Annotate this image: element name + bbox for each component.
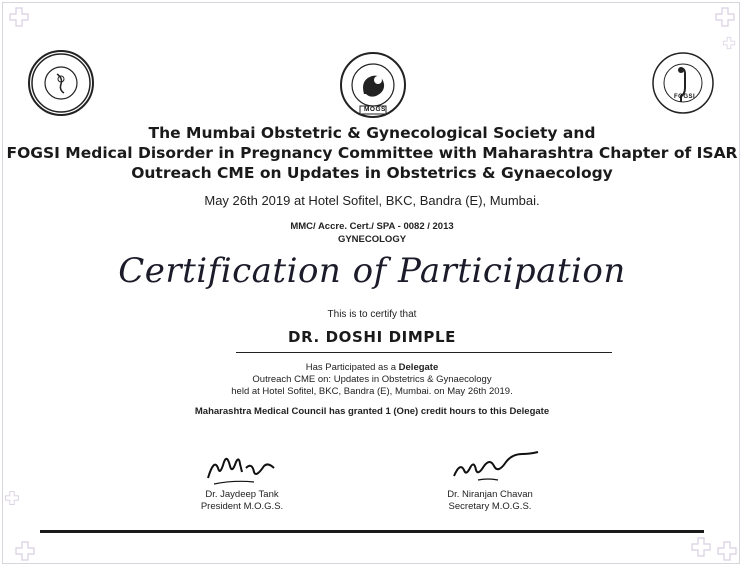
- decorative-plus-icon: [714, 6, 736, 28]
- accreditation-specialty: GYNECOLOGY: [337, 234, 407, 245]
- accreditation-number: MMC/ Accre. Cert./ SPA - 0082 / 2013: [290, 221, 454, 232]
- president-title: President M.O.G.S.: [200, 501, 284, 512]
- decorative-plus-icon: [722, 36, 736, 50]
- credit-statement: Maharashtra Medical Council has granted 1 (One) credit hours to this Delegate: [194, 406, 550, 417]
- secretary-signature: [448, 450, 548, 486]
- fogsi-seal-icon: [650, 50, 716, 116]
- certify-text: This is to certify that: [327, 309, 417, 320]
- president-block: [162, 489, 322, 513]
- isar-maharashtra-logo: [28, 50, 94, 116]
- recipient-name: DR. DOSHI DIMPLE: [288, 328, 456, 346]
- fogsi-logo-label: FOGSI: [674, 94, 696, 100]
- event-title: Outreach CME on Updates in Obstetrics & Gynaecology: [131, 164, 613, 182]
- secretary-title: Secretary M.O.G.S.: [448, 501, 532, 512]
- decorative-plus-icon: [8, 6, 30, 28]
- mogs-logo-label: MOGS: [364, 106, 386, 113]
- participation-venue: held at Hotel Sofitel, BKC, Bandra (E), Mumbai. on May 26th 2019.: [231, 386, 513, 397]
- secretary-name: Dr. Niranjan Chavan: [447, 489, 533, 500]
- secretary-block: [410, 489, 570, 513]
- decorative-plus-icon: [14, 540, 36, 562]
- participation-role: Delegate: [398, 362, 439, 373]
- fogsi-logo: [650, 50, 716, 116]
- isar-seal-icon: [30, 52, 92, 114]
- mogs-logo: [338, 50, 408, 120]
- event-venue-date: May 26th 2019 at Hotel Sofitel, BKC, Bandra (E), Mumbai.: [204, 193, 540, 208]
- organizer-line-1: The Mumbai Obstetric & Gynecological Society and: [148, 124, 596, 142]
- footer-rule: [40, 530, 704, 533]
- decorative-plus-icon: [716, 540, 738, 562]
- organizer-line-2: FOGSI Medical Disorder in Pregnancy Committee with Maharashtra Chapter of ISAR: [6, 144, 738, 162]
- decorative-plus-icon: [4, 490, 20, 506]
- president-name: Dr. Jaydeep Tank: [205, 489, 279, 500]
- president-signature: [200, 448, 280, 488]
- participation-event: Outreach CME on: Updates in Obstetrics & Gynaecology: [252, 374, 492, 385]
- decorative-plus-icon: [690, 536, 712, 558]
- participation-prefix: Has Participated as a: [305, 362, 399, 373]
- name-underline: [236, 352, 612, 353]
- participation-role-line: [0, 362, 744, 374]
- certificate-title: Certification of Participation: [118, 251, 626, 291]
